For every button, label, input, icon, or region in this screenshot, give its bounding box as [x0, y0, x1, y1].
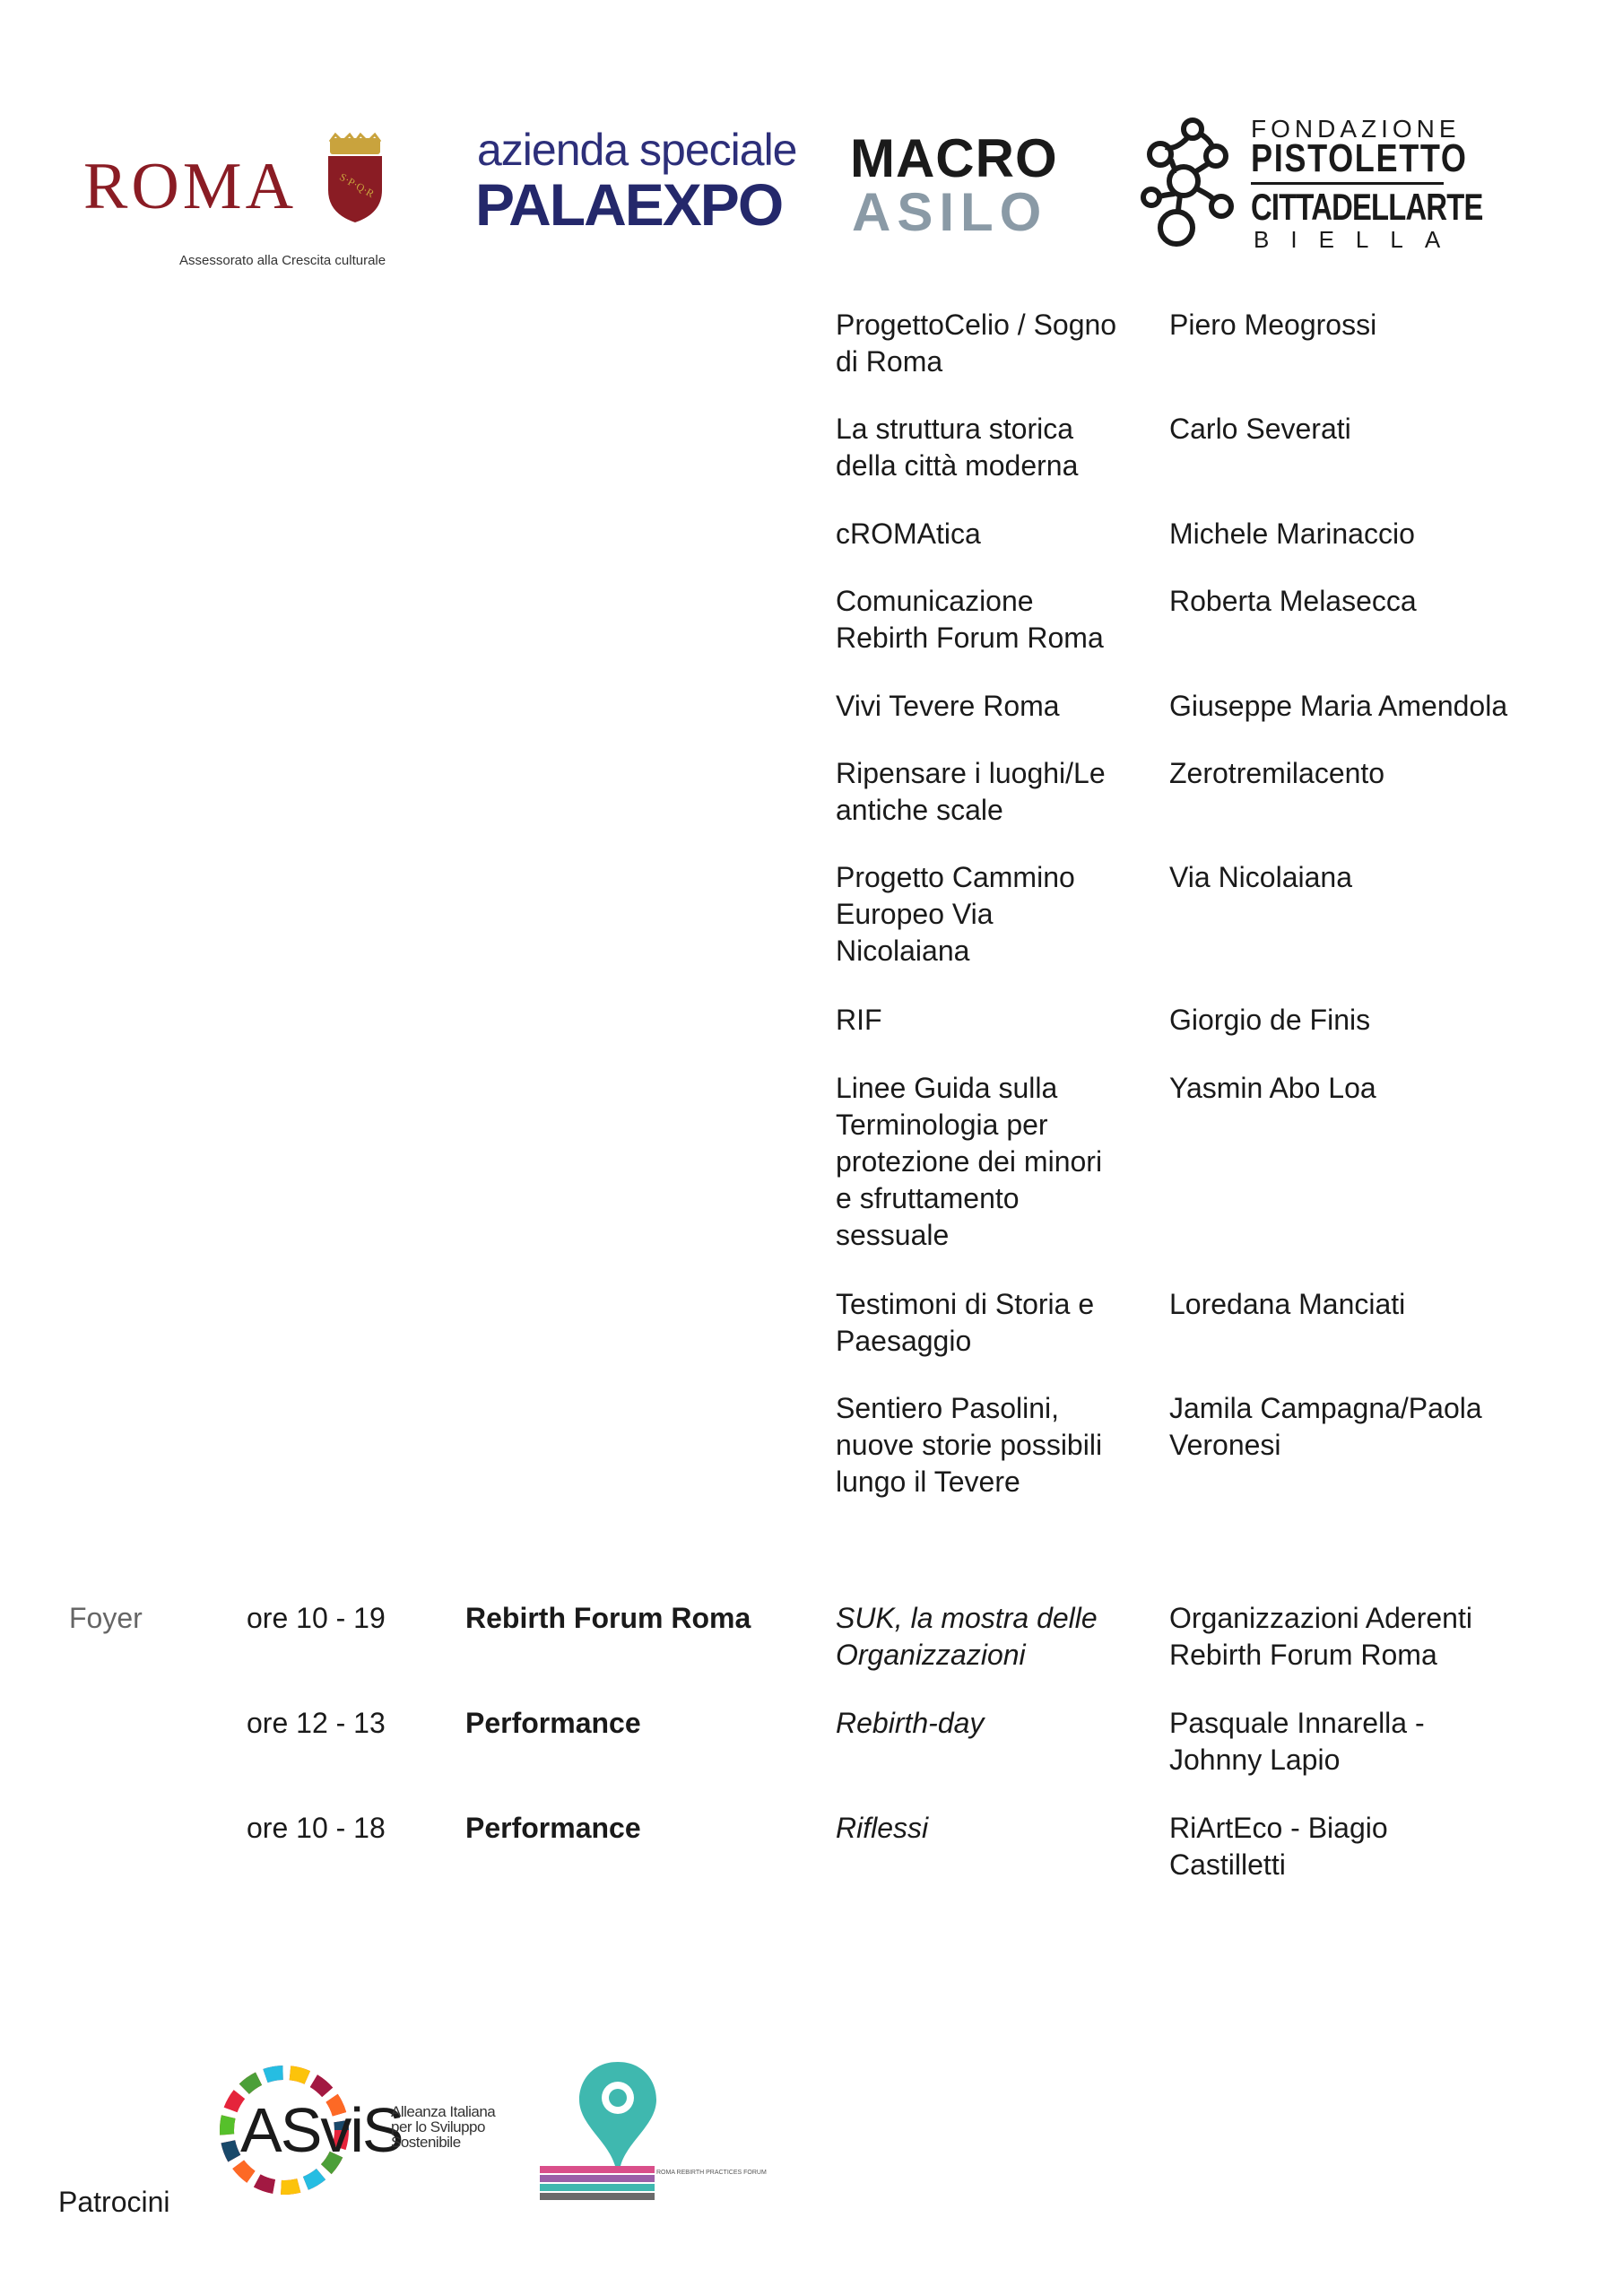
project-title-line: nuove storie possibili — [836, 1429, 1103, 1461]
event-author-line: Castilletti — [1169, 1848, 1286, 1881]
palaexpo-logo-line1: azienda speciale — [477, 125, 797, 175]
project-title-line: Sentiero Pasolini, — [836, 1392, 1060, 1424]
project-title-line: La struttura storica — [836, 413, 1073, 445]
table-row — [836, 1002, 1145, 1039]
project-title-line: antiche scale — [836, 794, 1003, 826]
table-row — [836, 411, 1145, 484]
project-title-line: sessuale — [836, 1219, 950, 1251]
macro-logo-line2: ASILO — [852, 182, 1048, 242]
event-author-line: RiArtEco - Biagio — [1169, 1812, 1388, 1844]
table-row — [836, 688, 1145, 725]
roma-logo-subtitle: Assessorato alla Crescita culturale — [179, 253, 386, 268]
table-row — [836, 583, 1145, 657]
event-type: Rebirth Forum Roma — [465, 1602, 751, 1634]
time-slot: ore 12 - 13 — [247, 1707, 386, 1739]
venue-label: Foyer — [69, 1602, 143, 1634]
project-title-line: di Roma — [836, 345, 943, 378]
table-row — [836, 755, 1145, 829]
project-title-line: della città moderna — [836, 449, 1079, 482]
project-author-line: Via Nicolaiana — [1169, 861, 1352, 893]
project-title-line: Nicolaiana — [836, 935, 970, 967]
time-slot: ore 10 - 19 — [247, 1602, 386, 1634]
project-author-line: Carlo Severati — [1169, 413, 1351, 445]
table-row — [836, 307, 1145, 380]
project-title-line: Europeo Via — [836, 898, 994, 930]
project-author — [1169, 516, 1591, 552]
project-title-line: Progetto Cammino — [836, 861, 1075, 893]
time-slot: ore 10 - 18 — [247, 1812, 386, 1844]
project-title-line: ProgettoCelio / Sogno — [836, 309, 1117, 341]
project-title-line: cROMAtica — [836, 517, 981, 550]
project-title-line: lungo il Tevere — [836, 1465, 1020, 1498]
pistoletto-logo-line1: FONDAZIONE — [1251, 115, 1461, 143]
project-author-line: Michele Marinaccio — [1169, 517, 1415, 550]
pistoletto-logo-line4: BIELLA — [1254, 226, 1462, 253]
event-title — [836, 1600, 1145, 1674]
palaexpo-logo-line2: PALAEXPO — [475, 171, 783, 238]
project-author-line: Giuseppe Maria Amendola — [1169, 690, 1508, 722]
asvis-logo-wordmark: ASviS — [240, 2095, 403, 2165]
roma-shield-icon — [323, 135, 387, 224]
patrocini-label: Patrocini — [58, 2186, 170, 2218]
event-type: Performance — [465, 1707, 641, 1739]
project-title-line: Testimoni di Storia e — [836, 1288, 1095, 1320]
event-author-line: Johnny Lapio — [1169, 1744, 1341, 1776]
table-row — [836, 1286, 1145, 1360]
project-author-line: Veronesi — [1169, 1429, 1281, 1461]
project-author — [1169, 1002, 1591, 1039]
macro-logo-line1: MACRO — [850, 128, 1058, 188]
pistoletto-logo-line3: CITTADELLARTE — [1251, 186, 1483, 228]
project-title-line: Vivi Tevere Roma — [836, 690, 1060, 722]
event-title-line: Riflessi — [836, 1812, 929, 1844]
roma-logo-wordmark: ROMA — [83, 150, 298, 223]
asvis-subtitle-line: Sostenibile — [391, 2134, 461, 2151]
event-title-line: SUK, la mostra delle — [836, 1602, 1098, 1634]
project-title-line: Paesaggio — [836, 1325, 972, 1357]
project-title-line: protezione dei minori — [836, 1145, 1103, 1178]
project-author — [1169, 583, 1591, 620]
event-title-line: Rebirth-day — [836, 1707, 985, 1739]
event-author-line: Rebirth Forum Roma — [1169, 1639, 1437, 1671]
table-row — [836, 516, 1145, 552]
pistoletto-logo-divider — [1251, 182, 1444, 185]
project-author — [1169, 1286, 1591, 1323]
asvis-subtitle-line: Alleanza Italiana — [391, 2103, 496, 2120]
project-author-line: Yasmin Abo Loa — [1169, 1072, 1376, 1104]
project-author — [1169, 307, 1591, 344]
asvis-subtitle-line: per lo Sviluppo — [391, 2118, 485, 2135]
event-author — [1169, 1810, 1591, 1883]
svg-text:ROMA REBIRTH PRACTICES FORUM: ROMA REBIRTH PRACTICES FORUM — [656, 2170, 767, 2176]
project-author — [1169, 755, 1591, 792]
event-type: Performance — [465, 1812, 641, 1844]
project-author — [1169, 1390, 1591, 1464]
project-title-line: Terminologia per — [836, 1109, 1048, 1141]
project-title-line: Linee Guida sulla — [836, 1072, 1058, 1104]
project-author-line: Giorgio de Finis — [1169, 1004, 1371, 1036]
project-author-line: Piero Meogrossi — [1169, 309, 1377, 341]
project-author — [1169, 688, 1591, 725]
project-author-line: Loredana Manciati — [1169, 1288, 1406, 1320]
project-title-line: RIF — [836, 1004, 882, 1036]
asvis-logo-subtitle — [391, 2104, 495, 2150]
event-author — [1169, 1600, 1591, 1674]
event-title — [836, 1810, 1145, 1847]
event-author-line: Organizzazioni Aderenti — [1169, 1602, 1472, 1634]
event-title — [836, 1705, 1145, 1742]
event-author-line: Pasquale Innarella - — [1169, 1707, 1425, 1739]
project-author-line: Roberta Melasecca — [1169, 585, 1417, 617]
project-author-line: Zerotremilacento — [1169, 757, 1385, 789]
project-author — [1169, 859, 1591, 896]
project-author — [1169, 1070, 1591, 1107]
table-row — [836, 1070, 1145, 1254]
project-title-line: Comunicazione — [836, 585, 1034, 617]
rebirth-forum-logo-icon — [538, 2058, 767, 2206]
project-title-line: Ripensare i luoghi/Le — [836, 757, 1106, 789]
svg-text:S·P·Q·R: S·P·Q·R — [337, 170, 377, 201]
table-row — [836, 1390, 1145, 1500]
pistoletto-mark-icon — [1139, 115, 1237, 249]
project-title-line: e sfruttamento — [836, 1182, 1020, 1214]
project-author — [1169, 411, 1591, 448]
table-row — [836, 859, 1145, 970]
project-author-line: Jamila Campagna/Paola — [1169, 1392, 1482, 1424]
event-author — [1169, 1705, 1591, 1779]
event-title-line: Organizzazioni — [836, 1639, 1026, 1671]
project-title-line: Rebirth Forum Roma — [836, 622, 1104, 654]
pistoletto-logo-line2: PISTOLETTO — [1251, 136, 1468, 180]
